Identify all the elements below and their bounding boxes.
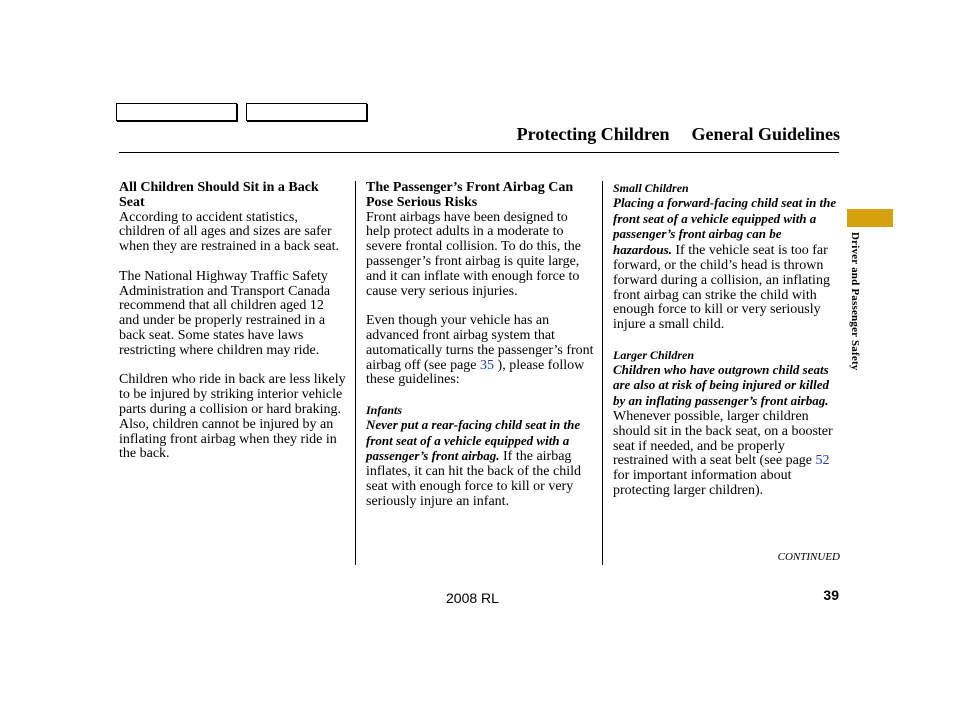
column-1 xyxy=(119,181,347,477)
infants-text: If the airbag inflates, it can hit the back of the child seat with enough force to kill or very seriously injure an infant. xyxy=(366,449,581,509)
larger-children-heading: Larger Children xyxy=(613,347,695,362)
section-title: Protecting Children xyxy=(516,124,670,144)
infants-warning: Never put a rear-facing child seat in the front seat of a vehicle equipped with a passenger’s front airbag. xyxy=(366,416,581,464)
larger-children-text-end: for important information about protecting larger children). xyxy=(613,468,792,498)
page-link-52[interactable]: 52 xyxy=(815,453,830,469)
page-link-35[interactable]: 35 xyxy=(480,357,495,373)
side-tab-label: Driver and Passenger Safety xyxy=(849,232,861,371)
small-children-heading: Small Children xyxy=(613,181,689,195)
nav-button-next[interactable] xyxy=(246,103,367,121)
column-divider xyxy=(355,181,356,565)
small-children-paragraph xyxy=(613,196,841,333)
section-tab xyxy=(847,209,893,227)
nav-button-previous[interactable] xyxy=(116,103,237,121)
col1-heading: All Children Should Sit in a Back Seat xyxy=(119,180,319,210)
page-number: 39 xyxy=(823,587,839,603)
column-divider xyxy=(602,181,603,565)
col2-p2-start: Even though your vehicle has an advanced front airbag system that automatically turns the passenger’s front airbag off (see page xyxy=(366,313,594,373)
header-rule xyxy=(119,152,839,153)
larger-children-paragraph xyxy=(613,363,841,499)
col1-paragraph-2: The National Highway Traffic Safety Administration and Transport Canada recommend that all children aged 12 and under be properly restrained in a back seat. Some states have laws restricting where children may ride. xyxy=(119,268,331,358)
col2-paragraph-1: Front airbags have been designed to help protect adults in a moderate to severe frontal collision. To do this, the passenger’s front airbag is quite large, and it can inflate with enough force to cause very serious injuries. xyxy=(366,209,581,299)
col2-paragraph-2 xyxy=(366,314,594,388)
column-2 xyxy=(366,181,594,524)
small-children-warning: Placing a forward-facing child seat in the front seat of a vehicle equipped with a passenger’s front airbag can be hazardous. xyxy=(613,194,837,258)
col2-heading: The Passenger’s Front Airbag Can Pose Serious Risks xyxy=(366,180,574,210)
footer-model: 2008 RL xyxy=(446,590,499,606)
page-title: General Guidelines xyxy=(691,124,840,144)
col1-paragraph-1: According to accident statistics, children of all ages and sizes are safer when they are restrained in a back seat. xyxy=(119,209,340,255)
small-children-text: If the vehicle seat is too far forward, or the child’s head is thrown forward during a collision, an inflating front airbag can strike the child with enough force to kill or very seriously injure a small child. xyxy=(613,243,830,333)
larger-children-warning: Children who have outgrown child seats are also at risk of being injured or killed by an inflating passenger’s front airbag. xyxy=(613,361,829,409)
continued-label: CONTINUED xyxy=(777,551,840,563)
infants-paragraph xyxy=(366,418,594,510)
col1-paragraph-3: Children who ride in back are less likely to be injured by striking interior vehicle parts during a collision or hard braking. Also, children cannot be injured by an inflating front airbag when they ride in the back. xyxy=(119,372,346,462)
column-3 xyxy=(613,181,841,514)
infants-heading: Infants xyxy=(366,402,403,417)
larger-children-text-start: Whenever possible, larger children should sit in the back seat, on a booster seat if needed, and be properly restrained with a seat belt (see page xyxy=(613,408,833,469)
col2-p2-end: ), please follow these guidelines: xyxy=(366,357,585,388)
page-header xyxy=(495,124,840,145)
